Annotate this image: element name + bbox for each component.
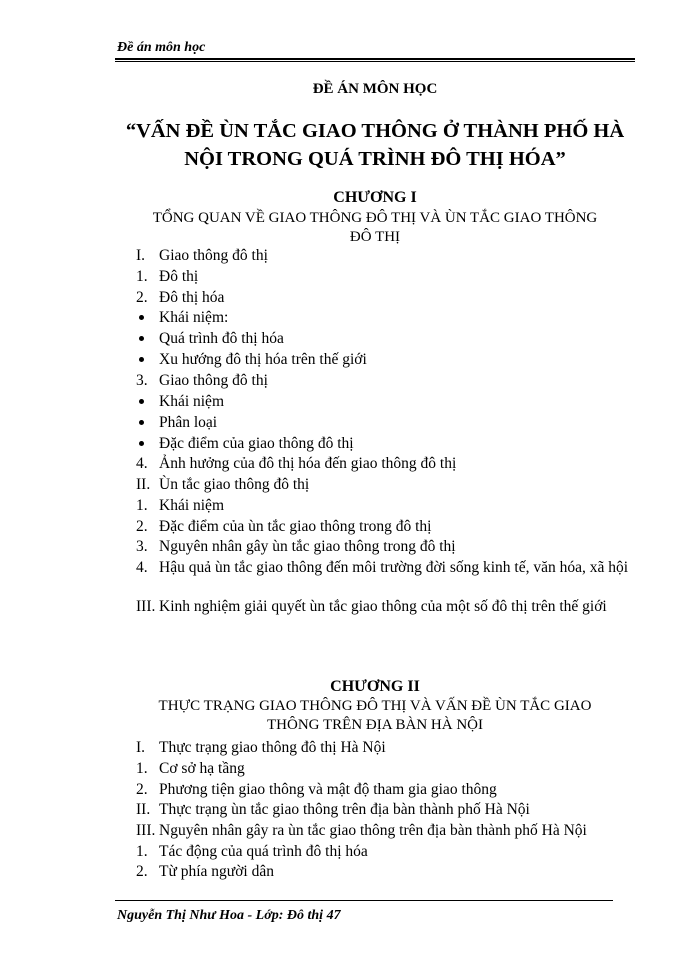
item-text: Từ phía người dân [159,863,274,880]
item-marker: II. [136,801,151,818]
bullet-icon [139,441,144,446]
item-marker: III. [136,822,156,839]
item-text: Cơ sở hạ tầng [159,760,245,777]
page-title [110,117,640,173]
outline-item [136,329,636,348]
item-marker: 3. [136,372,148,389]
item-text: Khái niệm [159,393,224,410]
outline-item [136,821,636,840]
item-text: Thực trạng ùn tắc giao thông trên địa bàn thành phố Hà Nội [159,801,530,818]
footer-text: Nguyễn Thị Như Hoa - Lớp: Đô thị 47 [117,908,341,923]
item-text: Đô thị [159,268,199,285]
item-text: Ùn tắc giao thông đô thị [159,476,310,493]
header-rule-thin [115,61,635,62]
outline-item [136,475,636,494]
title-line-2: NỘI TRONG QUÁ TRÌNH ĐÔ THỊ HÓA” [184,148,566,170]
item-marker: 1. [136,268,148,285]
item-marker: 4. [136,455,148,472]
bullet-icon [139,315,144,320]
item-marker: 3. [136,538,148,555]
outline-item [136,537,636,556]
header-text: Đề án môn học [117,40,206,55]
item-marker: I. [136,739,146,756]
outline-item [136,454,636,473]
outline-item [136,308,636,327]
item-text: Hậu quả ùn tắc giao thông đến môi trường đời sống kinh tế, văn hóa, xã hội [159,559,629,576]
item-marker: 2. [136,781,148,798]
outline-item [136,434,636,453]
item-marker: 4. [136,559,148,576]
bullet-icon [139,420,144,425]
chapter-2-subtitle-line-2: THÔNG TRÊN ĐỊA BÀN HÀ NỘI [267,717,483,733]
item-marker: III. [136,598,156,615]
outline-item [136,267,636,286]
item-text: Nguyên nhân gây ùn tắc giao thông trong đô thị [159,538,456,555]
footer-rule [115,900,613,901]
item-text: Xu hướng đô thị hóa trên thế giới [159,351,367,368]
outline-item [136,392,636,411]
item-marker: I. [136,247,146,264]
outline-item [136,780,636,799]
outline-item [136,517,636,536]
item-text: Đặc điểm của ùn tắc giao thông trong đô thị [159,518,432,535]
item-text: Kinh nghiệm giải quyết ùn tắc giao thông của một số đô thị trên thế giới [159,598,607,615]
item-text: Khái niệm [159,497,224,514]
item-text: Thực trạng giao thông đô thị Hà Nội [159,739,386,756]
item-marker: 1. [136,760,148,777]
outline-item [136,597,636,616]
outline-item [136,558,636,577]
bullet-icon [139,357,144,362]
bullet-icon [139,336,144,341]
header-rule [115,58,635,60]
document-label: ĐỀ ÁN MÔN HỌC [312,81,438,97]
bullet-icon [139,399,144,404]
outline-item [136,738,636,757]
item-text: Đô thị hóa [159,289,225,306]
chapter-1-subtitle-line-1: TỔNG QUAN VỀ GIAO THÔNG ĐÔ THỊ VÀ ÙN TẮC GIAO THÔNG [152,210,598,226]
item-marker: 2. [136,289,148,306]
outline-item [136,413,636,432]
item-text: Nguyên nhân gây ra ùn tắc giao thông trên địa bàn thành phố Hà Nội [159,822,587,839]
chapter-2-subtitle-line-1: THỰC TRẠNG GIAO THÔNG ĐÔ THỊ VÀ VẤN ĐỀ ÙN TẮC GIAO [158,698,592,714]
title-line-1: “VẤN ĐỀ ÙN TẮC GIAO THÔNG Ở THÀNH PHỐ HÀ [125,120,625,142]
item-text: Phân loại [159,414,218,431]
item-text: Ảnh hưởng của đô thị hóa đến giao thông đô thị [159,455,457,472]
chapter-1-title: CHƯƠNG I [333,189,417,206]
chapter-2-title: CHƯƠNG II [330,678,420,695]
chapter-1-subtitle-line-2: ĐÔ THỊ [349,229,401,245]
chapter-2-subtitle [110,697,640,735]
outline-item [136,800,636,819]
outline-item [136,371,636,390]
item-marker: 2. [136,863,148,880]
item-text: Giao thông đô thị [159,372,268,389]
item-marker: II. [136,476,151,493]
outline-item [136,496,636,515]
item-text: Phương tiện giao thông và mật độ tham gia giao thông [159,781,497,798]
outline-item [136,350,636,369]
outline-item [136,862,636,881]
outline-item [136,246,636,265]
item-text: Khái niệm: [159,309,229,326]
item-marker: 1. [136,497,148,514]
item-text: Tác động của quá trình đô thị hóa [159,843,368,860]
item-text: Đặc điểm của giao thông đô thị [159,435,354,452]
item-text: Giao thông đô thị [159,247,268,264]
item-marker: 2. [136,518,148,535]
outline-item [136,842,636,861]
item-marker: 1. [136,843,148,860]
item-text: Quá trình đô thị hóa [159,330,284,347]
outline-item [136,759,636,778]
chapter-1-subtitle [110,209,640,247]
outline-item [136,288,636,307]
